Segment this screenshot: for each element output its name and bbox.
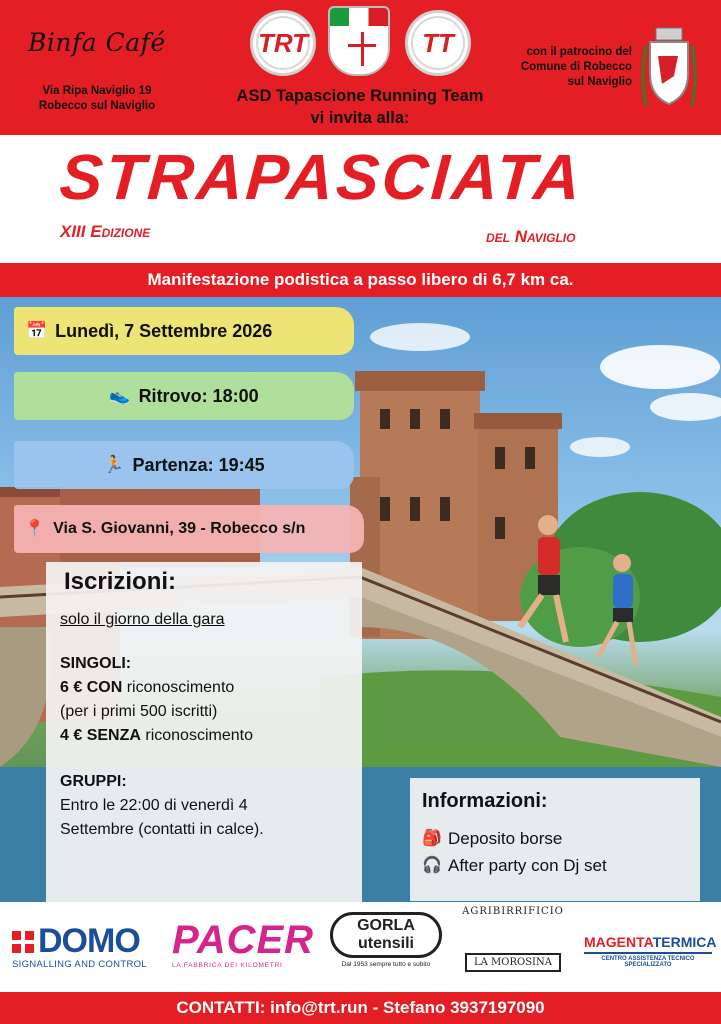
event-title: STRAPASCIATA	[57, 141, 586, 213]
mt-part-1: MAGENTA	[584, 934, 653, 950]
binfa-cafe-logo: Binfa Café	[28, 28, 166, 57]
info-item-label: After party con Dj set	[448, 856, 607, 875]
magenta-termica-logo	[584, 912, 717, 968]
ritrovo-strip	[14, 372, 354, 420]
location-strip	[14, 505, 364, 553]
morosina-name: LA MOROSINA	[465, 953, 561, 972]
pacer-name: PACER	[172, 918, 315, 962]
date-strip	[14, 307, 354, 355]
header-band	[0, 0, 721, 135]
binfa-address-line: Robecco sul Naviglio	[38, 100, 156, 112]
registration-box	[46, 562, 362, 907]
calendar-icon: 📅	[26, 321, 48, 340]
pacer-logo	[172, 918, 318, 969]
domo-name: DOMO	[38, 922, 140, 960]
domo-tagline: SIGNALLING AND CONTROL	[12, 959, 147, 970]
team-name: ASD Tapascione Running Team	[236, 87, 484, 105]
shoe-icon: 👟	[109, 386, 131, 405]
runner-icon: 🏃	[103, 455, 125, 474]
morosina-logo	[456, 906, 570, 972]
binfa-address-line: Via Ripa Naviglio 19	[42, 85, 152, 97]
domo-wordmark	[12, 922, 162, 961]
sponsor-bar	[0, 902, 721, 992]
gorla-name: GORLA utensili	[330, 912, 442, 958]
info-box	[410, 778, 700, 901]
gorla-tagline: Dal 1953 sempre tutto e subito	[341, 961, 431, 968]
shield-logo	[328, 6, 390, 76]
municipal-crest-icon	[638, 26, 700, 110]
partenza-time: Partenza: 19:45	[132, 454, 265, 475]
registration-day-note: solo il giorno della gara	[60, 611, 225, 628]
patronage-line: con il patrocino del	[526, 46, 632, 58]
event-location: Via S. Giovanni, 39 - Robecco s/n	[53, 520, 306, 537]
binfa-address	[22, 84, 172, 114]
patronage-line: sul Naviglio	[567, 76, 632, 88]
mt-part-2: TERMICA	[652, 934, 717, 950]
registration-heading: Iscrizioni:	[64, 568, 177, 595]
patronage-text	[502, 45, 632, 90]
pacer-tagline: LA FABBRICA DEI KILOMETRI	[172, 962, 283, 969]
gruppi-heading: GRUPPI:	[60, 773, 127, 790]
cross-icon	[361, 32, 364, 66]
headphones-icon: 🎧	[422, 857, 442, 874]
pin-icon: 📍	[24, 519, 46, 538]
gorla-logo	[330, 912, 442, 968]
tt-logo-text: TT	[422, 27, 454, 58]
info-item	[422, 825, 700, 852]
cross-icon	[348, 44, 376, 47]
info-item-label: Deposito borse	[448, 829, 563, 848]
flag-stripe	[330, 8, 388, 26]
ritrovo-time: Ritrovo: 18:00	[138, 385, 259, 406]
price-bold: 6 € CON	[60, 679, 123, 696]
edition-label: XIII Edizione	[60, 222, 151, 241]
gruppi-line: Settembre (contatti in calce).	[60, 821, 264, 838]
domo-mark-icon	[12, 931, 34, 953]
event-date: Lunedì, 7 Settembre 2026	[55, 320, 273, 341]
backpack-icon: 🎒	[422, 830, 442, 847]
singoli-heading: SINGOLI:	[60, 655, 132, 672]
patronage-line: Comune di Robecco	[520, 61, 632, 73]
singoli-price-note: (per i primi 500 iscritti)	[60, 703, 218, 720]
magenta-termica-name	[584, 934, 717, 950]
price-rest: riconoscimento	[140, 727, 253, 744]
subtitle-band: Manifestazione podistica a passo libero di 6,7 km ca.	[0, 263, 721, 297]
tt-logo	[405, 10, 471, 76]
title-place: del Naviglio	[486, 227, 576, 246]
singoli-price-1	[60, 676, 350, 700]
morosina-label: AGRIBIRRIFICIO	[462, 906, 564, 917]
info-heading: Informazioni:	[422, 790, 548, 812]
contacts-footer: CONTATTI: info@trt.run - Stefano 3937197090	[0, 992, 721, 1024]
invitation-text	[180, 85, 540, 129]
trt-logo	[250, 10, 316, 76]
magenta-termica-tagline: CENTRO ASSISTENZA TECNICO SPECIALIZZATO	[584, 952, 712, 968]
gruppi-line: Entro le 22:00 di venerdì 4	[60, 797, 248, 814]
singoli-price-2	[60, 724, 350, 748]
price-bold: 4 € SENZA	[60, 727, 141, 744]
domo-logo	[12, 922, 162, 970]
info-item	[422, 852, 700, 879]
invite-line: vi invita alla:	[310, 109, 410, 127]
price-rest: riconoscimento	[122, 679, 235, 696]
trt-logo-text: TRT	[257, 27, 309, 58]
partenza-strip	[14, 441, 354, 489]
